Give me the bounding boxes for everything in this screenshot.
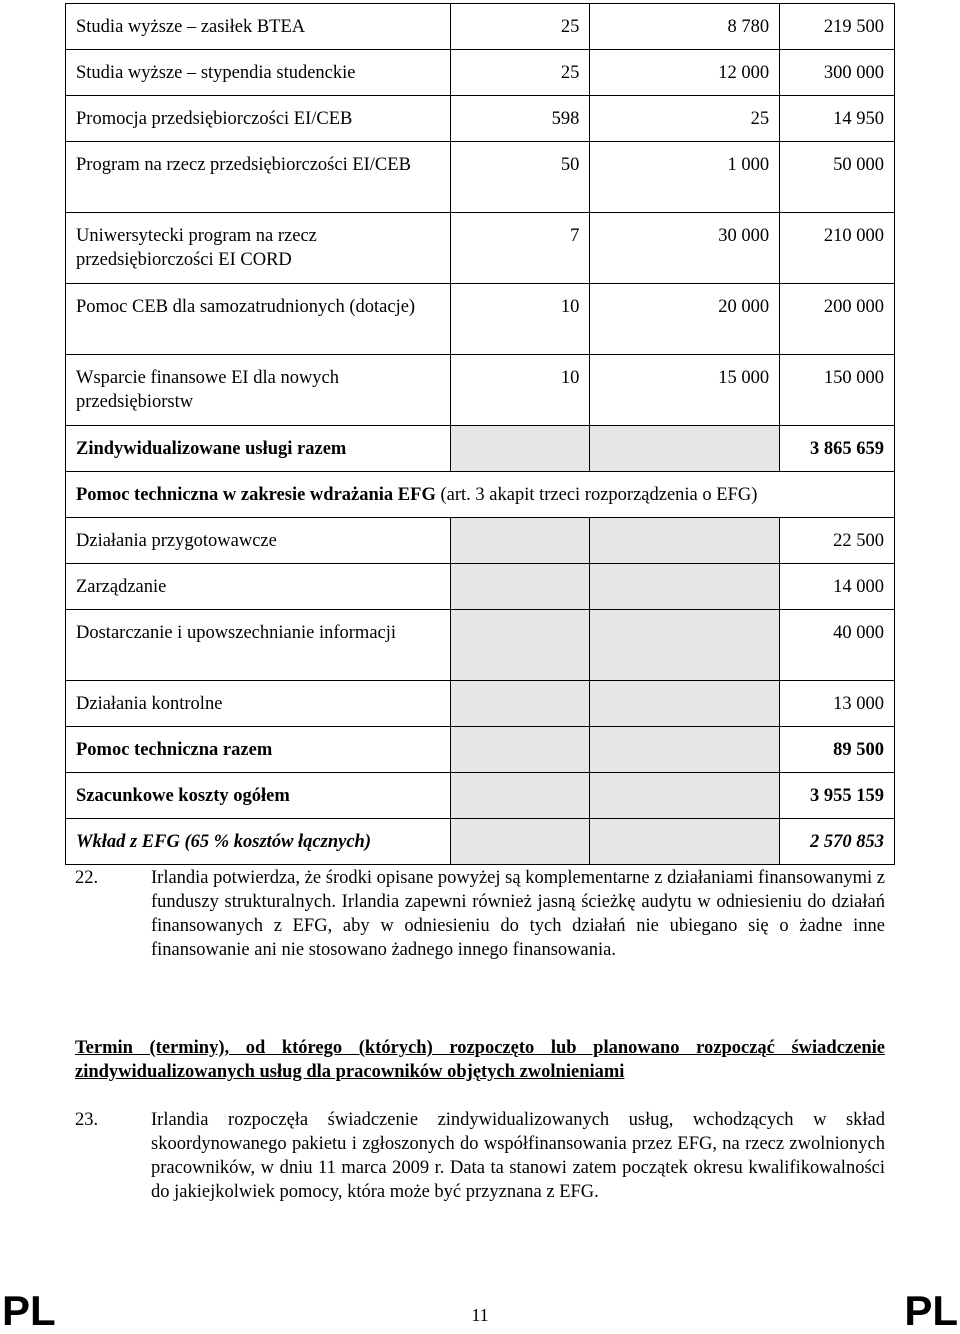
participants-cell: 50 xyxy=(450,142,590,213)
row-label: Uniwersytecki program na rzecz przedsiębiorczości EI CORD xyxy=(66,213,451,284)
empty-cell xyxy=(590,819,780,865)
unit-cost-cell: 30 000 xyxy=(590,213,780,284)
empty-cell xyxy=(450,773,590,819)
table-row xyxy=(66,355,895,426)
services-total-value: 3 865 659 xyxy=(780,426,895,472)
paragraph-number: 23. xyxy=(75,1110,99,1130)
row-label: Działania przygotowawcze xyxy=(66,518,451,564)
participants-cell: 598 xyxy=(450,96,590,142)
unit-cost-cell: 8 780 xyxy=(590,4,780,50)
services-total-row xyxy=(66,426,895,472)
paragraph-23 xyxy=(75,1108,885,1204)
empty-cell xyxy=(450,727,590,773)
participants-cell: 7 xyxy=(450,213,590,284)
value-cell: 22 500 xyxy=(780,518,895,564)
efg-contribution-label: Wkład z EFG (65 % kosztów łącznych) xyxy=(66,819,451,865)
efg-contribution-row xyxy=(66,819,895,865)
language-code-right: PL xyxy=(904,1287,958,1334)
unit-cost-cell: 20 000 xyxy=(590,284,780,355)
total-cost-cell: 150 000 xyxy=(780,355,895,426)
row-label: Studia wyższe – zasiłek BTEA xyxy=(66,4,451,50)
total-cost-cell: 200 000 xyxy=(780,284,895,355)
empty-cell xyxy=(450,681,590,727)
ta-total-row xyxy=(66,727,895,773)
row-label: Program na rzecz przedsiębiorczości EI/CEB xyxy=(66,142,451,213)
empty-cell xyxy=(450,819,590,865)
total-cost-cell: 50 000 xyxy=(780,142,895,213)
participants-cell: 25 xyxy=(450,50,590,96)
row-label: Działania kontrolne xyxy=(66,681,451,727)
total-cost-cell: 14 950 xyxy=(780,96,895,142)
empty-cell xyxy=(590,518,780,564)
total-cost-cell: 210 000 xyxy=(780,213,895,284)
grand-total-value: 3 955 159 xyxy=(780,773,895,819)
services-total-label: Zindywidualizowane usługi razem xyxy=(66,426,451,472)
ta-total-label: Pomoc techniczna razem xyxy=(66,727,451,773)
row-label: Wsparcie finansowe EI dla nowych przedsiębiorstw xyxy=(66,355,451,426)
empty-cell xyxy=(450,518,590,564)
value-cell: 14 000 xyxy=(780,564,895,610)
table-row xyxy=(66,681,895,727)
efg-contribution-value: 2 570 853 xyxy=(780,819,895,865)
empty-cell xyxy=(590,564,780,610)
table-row xyxy=(66,213,895,284)
table-row xyxy=(66,284,895,355)
ta-header xyxy=(66,472,895,518)
budget-table xyxy=(65,3,895,865)
paragraph-number: 22. xyxy=(75,868,99,888)
row-label: Studia wyższe – stypendia studenckie xyxy=(66,50,451,96)
grand-total-row xyxy=(66,773,895,819)
unit-cost-cell: 25 xyxy=(590,96,780,142)
paragraph-text: Irlandia rozpoczęła świadczenie zindywidualizowanych usług, wchodzących w skład skoordynowanego pakietu i zgłoszonych do współfinansowania przez EFG, na rzecz zwolnionych pracowników, w dniu 11 marca 2009 r. Data ta stanowi zatem początek okresu kwalifikowalności do jakiejkolwiek pomocy, która może być przyznana z EFG. xyxy=(151,1110,885,1202)
unit-cost-cell: 1 000 xyxy=(590,142,780,213)
participants-cell: 10 xyxy=(450,284,590,355)
table-row xyxy=(66,518,895,564)
row-label: Zarządzanie xyxy=(66,564,451,610)
paragraph-22 xyxy=(75,866,885,962)
table-row xyxy=(66,564,895,610)
participants-cell: 25 xyxy=(450,4,590,50)
ta-header-row xyxy=(66,472,895,518)
language-code-left: PL xyxy=(2,1287,56,1334)
table-row xyxy=(66,610,895,681)
total-cost-cell: 300 000 xyxy=(780,50,895,96)
empty-cell xyxy=(450,426,590,472)
empty-cell xyxy=(450,610,590,681)
ta-header-bold: Pomoc techniczna w zakresie wdrażania EFG xyxy=(76,485,436,505)
grand-total-label: Szacunkowe koszty ogółem xyxy=(66,773,451,819)
page-number: 11 xyxy=(471,1305,489,1325)
empty-cell xyxy=(590,773,780,819)
participants-cell: 10 xyxy=(450,355,590,426)
empty-cell xyxy=(590,610,780,681)
value-cell: 40 000 xyxy=(780,610,895,681)
row-label: Dostarczanie i upowszechnianie informacji xyxy=(66,610,451,681)
section-heading: Termin (terminy), od którego (których) rozpoczęto lub planowano rozpocząć świadczenie zindywidualizowanych usług dla pracowników objętych zwolnieniami xyxy=(75,1038,885,1082)
table-row xyxy=(66,50,895,96)
table-row xyxy=(66,4,895,50)
empty-cell xyxy=(590,426,780,472)
value-cell: 13 000 xyxy=(780,681,895,727)
row-label: Pomoc CEB dla samozatrudnionych (dotacje) xyxy=(66,284,451,355)
ta-total-value: 89 500 xyxy=(780,727,895,773)
empty-cell xyxy=(590,681,780,727)
paragraph-text: Irlandia potwierdza, że środki opisane powyżej są komplementarne z działaniami finansowanymi z funduszy strukturalnych. Irlandia zapewni również jasną ścieżkę audytu w odniesieniu do działań finansowanych z EFG, aby w odniesieniu do tych działań nie ubiegano się o żadne inne finansowanie ani nie stosowano żadnego innego finansowania. xyxy=(151,868,885,960)
unit-cost-cell: 15 000 xyxy=(590,355,780,426)
empty-cell xyxy=(450,564,590,610)
table-row xyxy=(66,142,895,213)
row-label: Promocja przedsiębiorczości EI/CEB xyxy=(66,96,451,142)
ta-header-normal: (art. 3 akapit trzeci rozporządzenia o EFG) xyxy=(435,485,758,505)
total-cost-cell: 219 500 xyxy=(780,4,895,50)
table-row xyxy=(66,96,895,142)
empty-cell xyxy=(590,727,780,773)
unit-cost-cell: 12 000 xyxy=(590,50,780,96)
